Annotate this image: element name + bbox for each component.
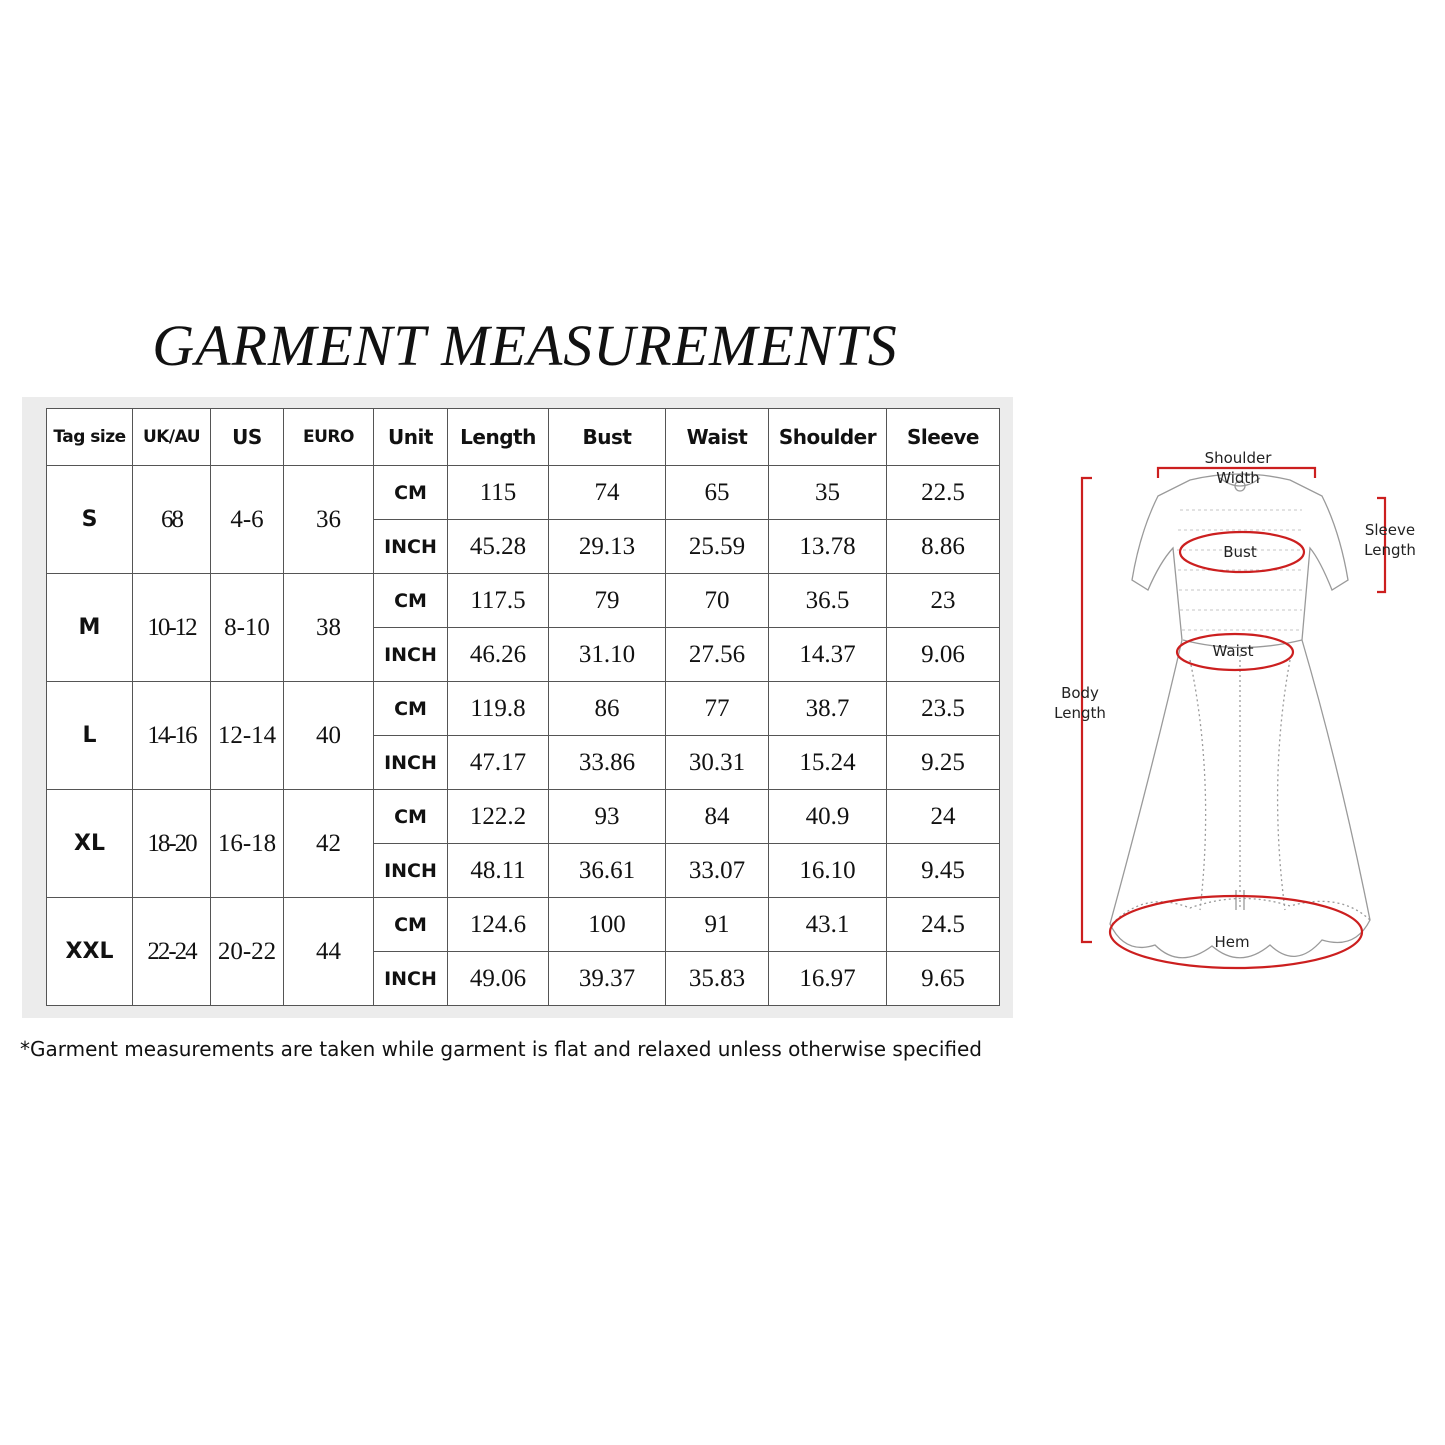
sleeve-cell: 9.25 (887, 736, 1000, 790)
tag-size-cell: S (47, 466, 133, 574)
tag-size-cell: XL (47, 790, 133, 898)
us-cell: 12-14 (211, 682, 284, 790)
header-bust: Bust (549, 409, 666, 466)
footnote: *Garment measurements are taken while garment is flat and relaxed unless otherwise specified (20, 1037, 983, 1061)
header-waist: Waist (666, 409, 769, 466)
shoulder-cell: 40.9 (769, 790, 887, 844)
us-cell: 16-18 (211, 790, 284, 898)
sleeve-cell: 8.86 (887, 520, 1000, 574)
shoulder-cell: 13.78 (769, 520, 887, 574)
uk-au-cell: 14-16 (133, 682, 211, 790)
table-row (47, 466, 1000, 520)
unit-cell: CM (374, 790, 448, 844)
table-row (47, 898, 1000, 952)
shoulder-width-label: Shoulder Width (1204, 449, 1272, 487)
header-tag-size: Tag size (47, 409, 133, 466)
header-sleeve: Sleeve (887, 409, 1000, 466)
size-table-panel (22, 397, 1013, 1018)
sleeve-cell: 9.45 (887, 844, 1000, 898)
tag-size-cell: XXL (47, 898, 133, 1006)
uk-au-cell: 18-20 (133, 790, 211, 898)
shoulder-cell: 15.24 (769, 736, 887, 790)
bust-cell: 36.61 (549, 844, 666, 898)
waist-cell: 65 (666, 466, 769, 520)
length-cell: 122.2 (448, 790, 549, 844)
euro-cell: 36 (284, 466, 374, 574)
bust-cell: 39.37 (549, 952, 666, 1006)
waist-cell: 33.07 (666, 844, 769, 898)
euro-cell: 38 (284, 574, 374, 682)
bust-cell: 93 (549, 790, 666, 844)
unit-cell: CM (374, 574, 448, 628)
us-cell: 8-10 (211, 574, 284, 682)
sleeve-cell: 23.5 (887, 682, 1000, 736)
unit-cell: CM (374, 466, 448, 520)
sleeve-length-label: Sleeve Length (1364, 521, 1416, 559)
unit-cell: INCH (374, 520, 448, 574)
waist-cell: 30.31 (666, 736, 769, 790)
length-cell: 117.5 (448, 574, 549, 628)
table-row (47, 790, 1000, 844)
shoulder-cell: 16.97 (769, 952, 887, 1006)
length-cell: 119.8 (448, 682, 549, 736)
bust-cell: 86 (549, 682, 666, 736)
hem-label: Hem (1214, 933, 1250, 951)
dress-diagram (1040, 440, 1440, 1000)
length-cell: 45.28 (448, 520, 549, 574)
unit-cell: INCH (374, 628, 448, 682)
unit-cell: CM (374, 898, 448, 952)
waist-cell: 35.83 (666, 952, 769, 1006)
bust-cell: 31.10 (549, 628, 666, 682)
shoulder-cell: 14.37 (769, 628, 887, 682)
euro-cell: 40 (284, 682, 374, 790)
waist-cell: 27.56 (666, 628, 769, 682)
unit-cell: CM (374, 682, 448, 736)
shoulder-cell: 38.7 (769, 682, 887, 736)
size-table (46, 408, 1000, 1006)
bust-cell: 74 (549, 466, 666, 520)
sleeve-cell: 22.5 (887, 466, 1000, 520)
shoulder-cell: 16.10 (769, 844, 887, 898)
uk-au-cell: 22-24 (133, 898, 211, 1006)
header-us: US (211, 409, 284, 466)
sleeve-cell: 24 (887, 790, 1000, 844)
header-row (47, 409, 1000, 466)
waist-cell: 70 (666, 574, 769, 628)
waist-cell: 25.59 (666, 520, 769, 574)
header-shoulder: Shoulder (769, 409, 887, 466)
body-length-label: Body Length (1054, 684, 1106, 722)
shoulder-cell: 35 (769, 466, 887, 520)
header-euro: EURO (284, 409, 374, 466)
length-cell: 48.11 (448, 844, 549, 898)
unit-cell: INCH (374, 736, 448, 790)
bust-label: Bust (1223, 543, 1257, 561)
tag-size-cell: M (47, 574, 133, 682)
unit-cell: INCH (374, 844, 448, 898)
smocking-texture (1177, 510, 1305, 630)
sleeve-cell: 9.65 (887, 952, 1000, 1006)
tag-size-cell: L (47, 682, 133, 790)
length-cell: 49.06 (448, 952, 549, 1006)
waist-cell: 77 (666, 682, 769, 736)
sleeve-cell: 24.5 (887, 898, 1000, 952)
bust-cell: 100 (549, 898, 666, 952)
header-length: Length (448, 409, 549, 466)
header-unit: Unit (374, 409, 448, 466)
us-cell: 4-6 (211, 466, 284, 574)
waist-cell: 84 (666, 790, 769, 844)
shoulder-cell: 36.5 (769, 574, 887, 628)
uk-au-cell: 68 (133, 466, 211, 574)
uk-au-cell: 10-12 (133, 574, 211, 682)
sleeve-cell: 23 (887, 574, 1000, 628)
table-row (47, 574, 1000, 628)
bust-cell: 29.13 (549, 520, 666, 574)
unit-cell: INCH (374, 952, 448, 1006)
length-cell: 124.6 (448, 898, 549, 952)
shoulder-cell: 43.1 (769, 898, 887, 952)
bust-cell: 33.86 (549, 736, 666, 790)
length-cell: 115 (448, 466, 549, 520)
us-cell: 20-22 (211, 898, 284, 1006)
waist-label: Waist (1212, 642, 1254, 660)
bust-cell: 79 (549, 574, 666, 628)
euro-cell: 42 (284, 790, 374, 898)
page-title: GARMENT MEASUREMENTS (152, 313, 898, 378)
waist-cell: 91 (666, 898, 769, 952)
length-cell: 46.26 (448, 628, 549, 682)
sleeve-cell: 9.06 (887, 628, 1000, 682)
length-cell: 47.17 (448, 736, 549, 790)
table-row (47, 682, 1000, 736)
header-uk-au: UK/AU (133, 409, 211, 466)
euro-cell: 44 (284, 898, 374, 1006)
